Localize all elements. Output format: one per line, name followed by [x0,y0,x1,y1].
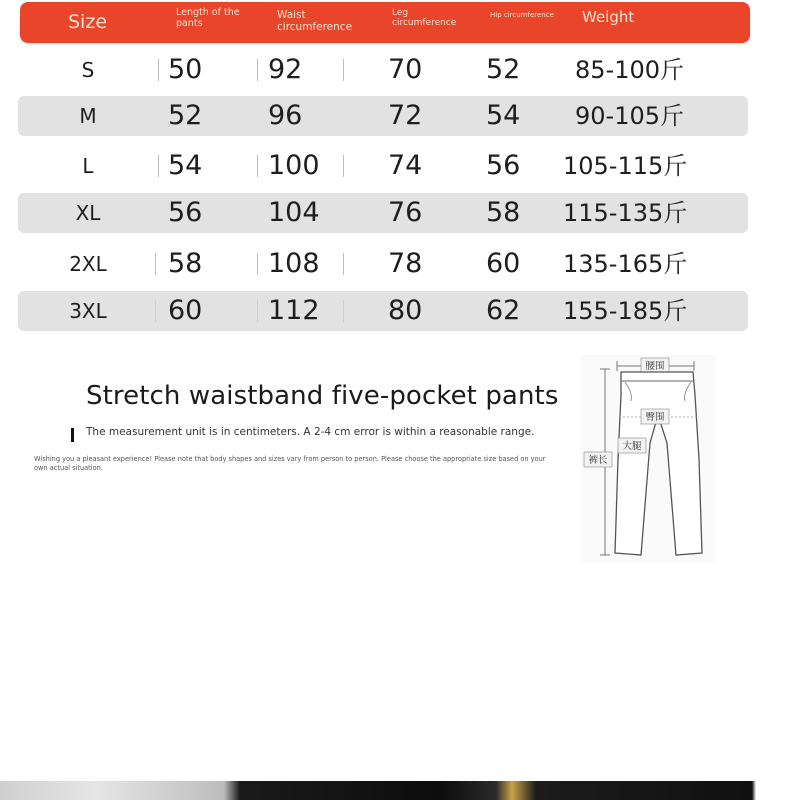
waist-label: 腰围 [645,361,665,372]
column-divider [158,59,159,81]
cell-size: S [81,58,95,82]
measurement-note: The measurement unit is in centimeters. A 2-4 cm error is within a reasonable range. [86,426,535,438]
column-divider [158,155,159,177]
product-title: Stretch waistband five-pocket pants [86,381,559,411]
header-hip: Hip circumference [490,11,554,19]
cell-hip: 52 [486,54,521,85]
cell-hip: 54 [486,100,521,131]
cell-length: 50 [168,54,203,85]
table-row [18,244,748,284]
header-weight: Weight [582,8,635,26]
cell-leg: 78 [388,248,423,279]
cell-leg: 74 [388,150,423,181]
header-leg: Leg circumference [392,8,457,29]
cell-length: 54 [168,150,203,181]
cell-waist: 112 [268,295,320,326]
cell-leg: 70 [388,54,423,85]
hip-label: 臀围 [645,412,665,423]
cell-hip: 62 [486,295,521,326]
column-divider [257,155,258,177]
header-length: Length of the pants [176,7,240,29]
size-advice-note: Wishing you a pleasant experience! Please note that body shapes and sizes vary from person to person. Please choose the appropriate size based on your own actual situation. [34,455,546,473]
cell-waist: 104 [268,197,320,228]
size-table-header [20,2,750,43]
table-row [18,96,748,136]
cell-size: L [82,154,94,178]
column-divider [343,155,344,177]
column-divider [155,300,156,322]
header-size: Size [68,11,108,33]
cell-weight: 115-135斤 [563,199,688,227]
cell-weight: 85-100斤 [575,56,685,84]
column-divider [257,300,258,322]
table-row [18,193,748,233]
cell-weight: 155-185斤 [563,297,688,325]
cell-weight: 105-115斤 [563,152,688,180]
cell-weight: 135-165斤 [563,250,688,278]
cell-hip: 58 [486,197,521,228]
column-divider [343,59,344,81]
cell-leg: 72 [388,100,423,131]
length-label: 裤长 [588,455,608,466]
table-row [18,146,748,186]
table-row [18,291,748,331]
column-divider [155,253,156,275]
cell-weight: 90-105斤 [575,102,685,130]
thigh-label: 大腿 [622,441,642,452]
column-divider [343,300,344,322]
table-row [18,50,748,90]
cell-hip: 56 [486,150,521,181]
cell-size: M [79,104,97,128]
cell-waist: 96 [268,100,303,131]
cell-length: 56 [168,197,203,228]
bullet-mark [71,428,74,442]
column-divider [343,253,344,275]
cell-length: 52 [168,100,203,131]
cell-leg: 76 [388,197,423,228]
product-photo-edge [0,781,800,800]
cell-waist: 92 [268,54,303,85]
pants-measurement-diagram [581,355,716,563]
cell-waist: 108 [268,248,320,279]
cell-length: 60 [168,295,203,326]
cell-waist: 100 [268,150,320,181]
cell-size: 2XL [69,252,107,276]
header-waist: Waist circumference [277,9,353,34]
cell-leg: 80 [388,295,423,326]
cell-length: 58 [168,248,203,279]
cell-size: XL [75,201,101,225]
cell-size: 3XL [69,299,107,323]
column-divider [257,253,258,275]
cell-hip: 60 [486,248,521,279]
column-divider [257,59,258,81]
